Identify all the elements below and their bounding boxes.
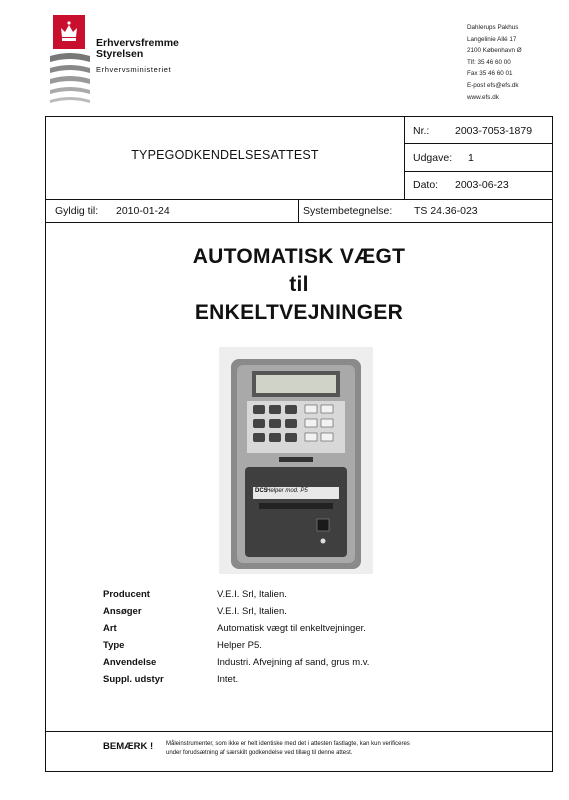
divider (404, 171, 553, 172)
info-value: Industri. Afvejning af sand, grus m.v. (217, 657, 370, 668)
system-value: TS 24.36-023 (414, 205, 478, 217)
divider (45, 199, 553, 200)
info-value: V.E.I. Srl, Italien. (217, 589, 287, 600)
nr-value: 2003-7053-1879 (455, 125, 533, 137)
info-value: V.E.I. Srl, Italien. (217, 606, 287, 617)
info-key: Type (103, 640, 125, 651)
address-line: Tlf: 35 46 60 00 (467, 58, 511, 66)
note-label: BEMÆRK ! (103, 741, 154, 752)
edition-value: 1 (468, 152, 474, 164)
date-label: Dato: (413, 179, 439, 191)
address-line: Langelinie Allé 17 (467, 35, 517, 43)
info-value: Helper P5. (217, 640, 262, 651)
divider (404, 143, 553, 144)
info-value: Automatisk vægt til enkeltvejninger. (217, 623, 366, 634)
address-line: Fax 35 46 60 01 (467, 70, 513, 78)
note-line: under forudsætning af særskilt godkendelse ved tillæg til denne attest. (166, 749, 353, 756)
info-key: Art (103, 623, 117, 634)
edition-label: Udgave: (413, 152, 453, 164)
valid-value: 2010-01-24 (116, 205, 170, 217)
info-key: Suppl. udstyr (103, 674, 164, 685)
note-line: Måleinstrumenter, som ikke er helt identiske med det i attesten fastlagte, kan kun verificeres (166, 741, 410, 747)
nr-label: Nr.: (413, 125, 430, 137)
waves-logo (50, 52, 90, 110)
info-key: Anvendelse (103, 657, 157, 668)
heading-line1: AUTOMATISK VÆGT (192, 245, 406, 268)
divider (298, 199, 299, 222)
printer-brand: DCS (255, 488, 268, 494)
info-value: Intet. (217, 674, 239, 685)
heading-line3: ENKELTVEJNINGER (194, 301, 404, 324)
ministry-name: Erhvervsministeriet (96, 65, 172, 74)
divider (45, 222, 553, 223)
divider (404, 116, 405, 199)
address-line: www.efs.dk (467, 93, 499, 101)
certificate-title: TYPEGODKENDELSESATTEST (131, 148, 319, 162)
address-block (467, 22, 522, 103)
note-text (166, 740, 466, 757)
printer-label: Helper mod. P5 (266, 488, 308, 494)
system-label: Systembetegnelse: (303, 205, 393, 217)
product-photo (219, 347, 373, 574)
org-name-line1: Erhvervsfremme (96, 37, 179, 49)
heading-line2: til (289, 273, 309, 296)
divider (45, 731, 553, 732)
valid-label: Gyldig til: (55, 205, 99, 217)
info-key: Producent (103, 589, 150, 600)
crown-logo (53, 15, 85, 49)
address-line: E-post efs@efs.dk (467, 81, 519, 89)
info-key: Ansøger (103, 606, 142, 617)
date-value: 2003-06-23 (455, 179, 509, 191)
org-name-line2: Styrelsen (96, 48, 144, 60)
address-line: Dahlerups Pakhus (467, 24, 519, 31)
address-line: 2100 København Ø (467, 47, 522, 55)
